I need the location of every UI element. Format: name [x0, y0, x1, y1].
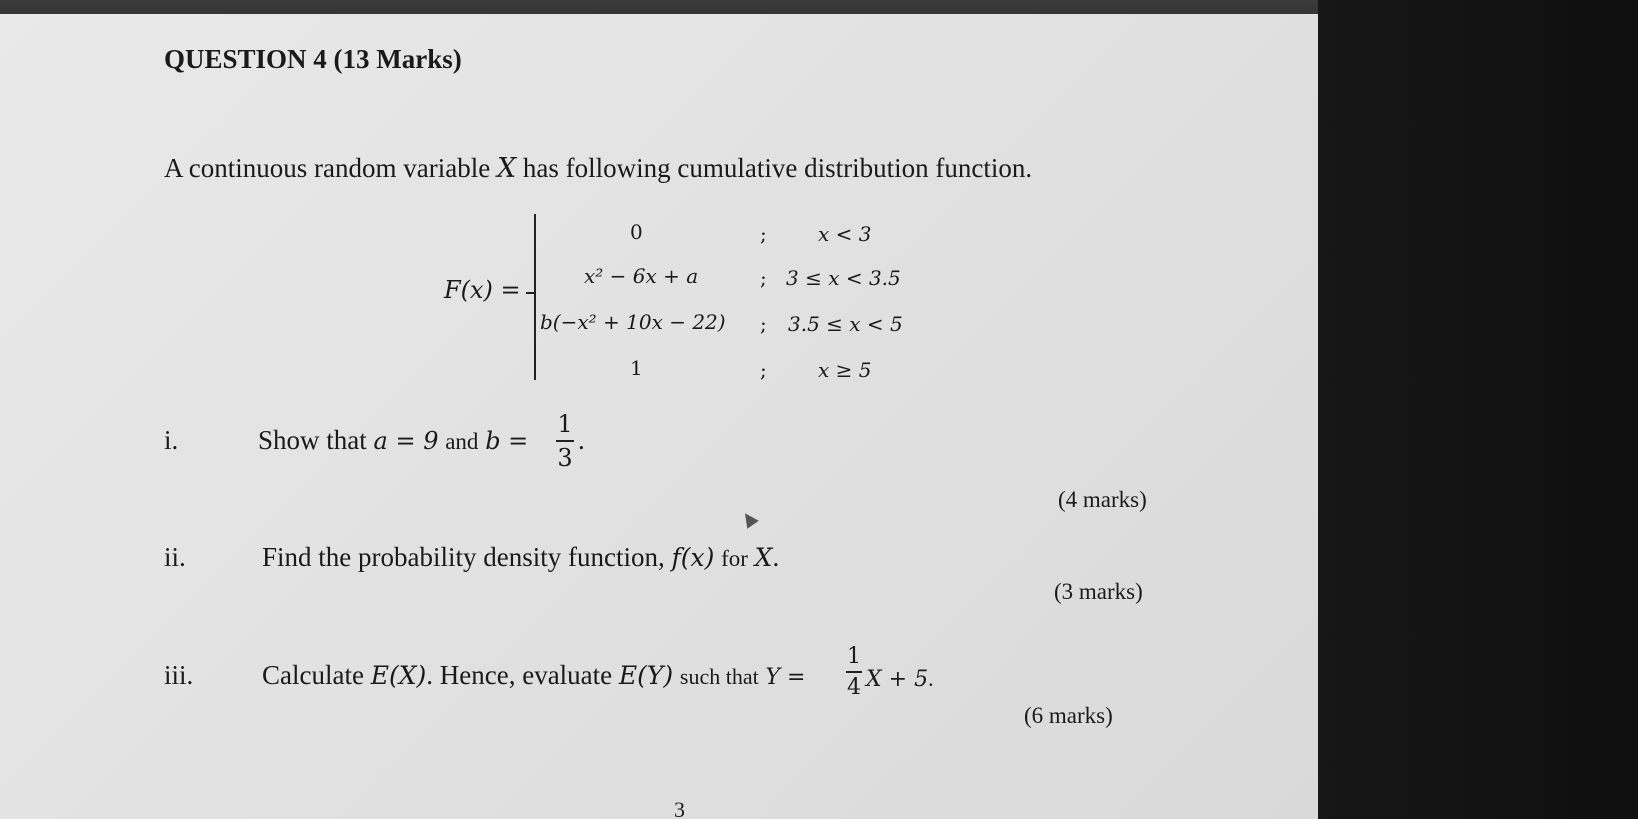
fraction-one-quarter: 1 4: [847, 644, 861, 700]
question-intro: A continuous random variable X has following cumulative distribution function.: [164, 153, 1033, 184]
question-title: QUESTION 4 (13 Marks): [164, 44, 462, 74]
page-number: 3: [674, 797, 685, 819]
part-i-marks: (4 marks): [1058, 487, 1147, 512]
part-iii-label: iii.: [164, 660, 194, 690]
part-iii-text-a: Calculate E(X). Hence, evaluate E(Y) such that Y =: [262, 660, 806, 690]
part-i-end: .: [578, 425, 585, 455]
part-iii-marks: (6 marks): [1024, 703, 1113, 728]
cdf-sep-4: ;: [760, 358, 767, 382]
cdf-cond-4: x ≥ 5: [818, 358, 872, 382]
fraction-one-third: 1 3: [557, 410, 573, 472]
cdf-lhs: F(x) =: [444, 276, 521, 304]
part-i-text: Show that a = 9 and b =: [258, 425, 529, 455]
cdf-expr-1: 0: [630, 220, 643, 244]
cdf-cond-2: 3 ≤ x < 3.5: [786, 266, 901, 290]
part-ii-label: ii.: [164, 542, 186, 572]
cdf-expr-4: 1: [630, 356, 643, 380]
part-ii-marks: (3 marks): [1054, 579, 1143, 604]
part-iii-text-b: X + 5.: [866, 666, 934, 692]
part-ii-text: Find the probability density function, f(x) for X.: [262, 542, 780, 572]
cdf-cond-1: x < 3: [818, 222, 872, 246]
cdf-sep-3: ;: [760, 312, 767, 336]
document-page: [0, 14, 1318, 819]
piecewise-brace: [534, 214, 550, 380]
mouse-cursor-icon: [739, 509, 758, 528]
part-i-label: i.: [164, 425, 179, 455]
cdf-sep-2: ;: [760, 266, 767, 290]
monitor-dark-edge: [1318, 0, 1638, 819]
cdf-expr-3: b(−x² + 10x − 22): [540, 310, 726, 334]
cdf-expr-2: x² − 6x + a: [584, 264, 699, 288]
cdf-cond-3: 3.5 ≤ x < 5: [788, 312, 903, 336]
cdf-sep-1: ;: [760, 222, 767, 246]
